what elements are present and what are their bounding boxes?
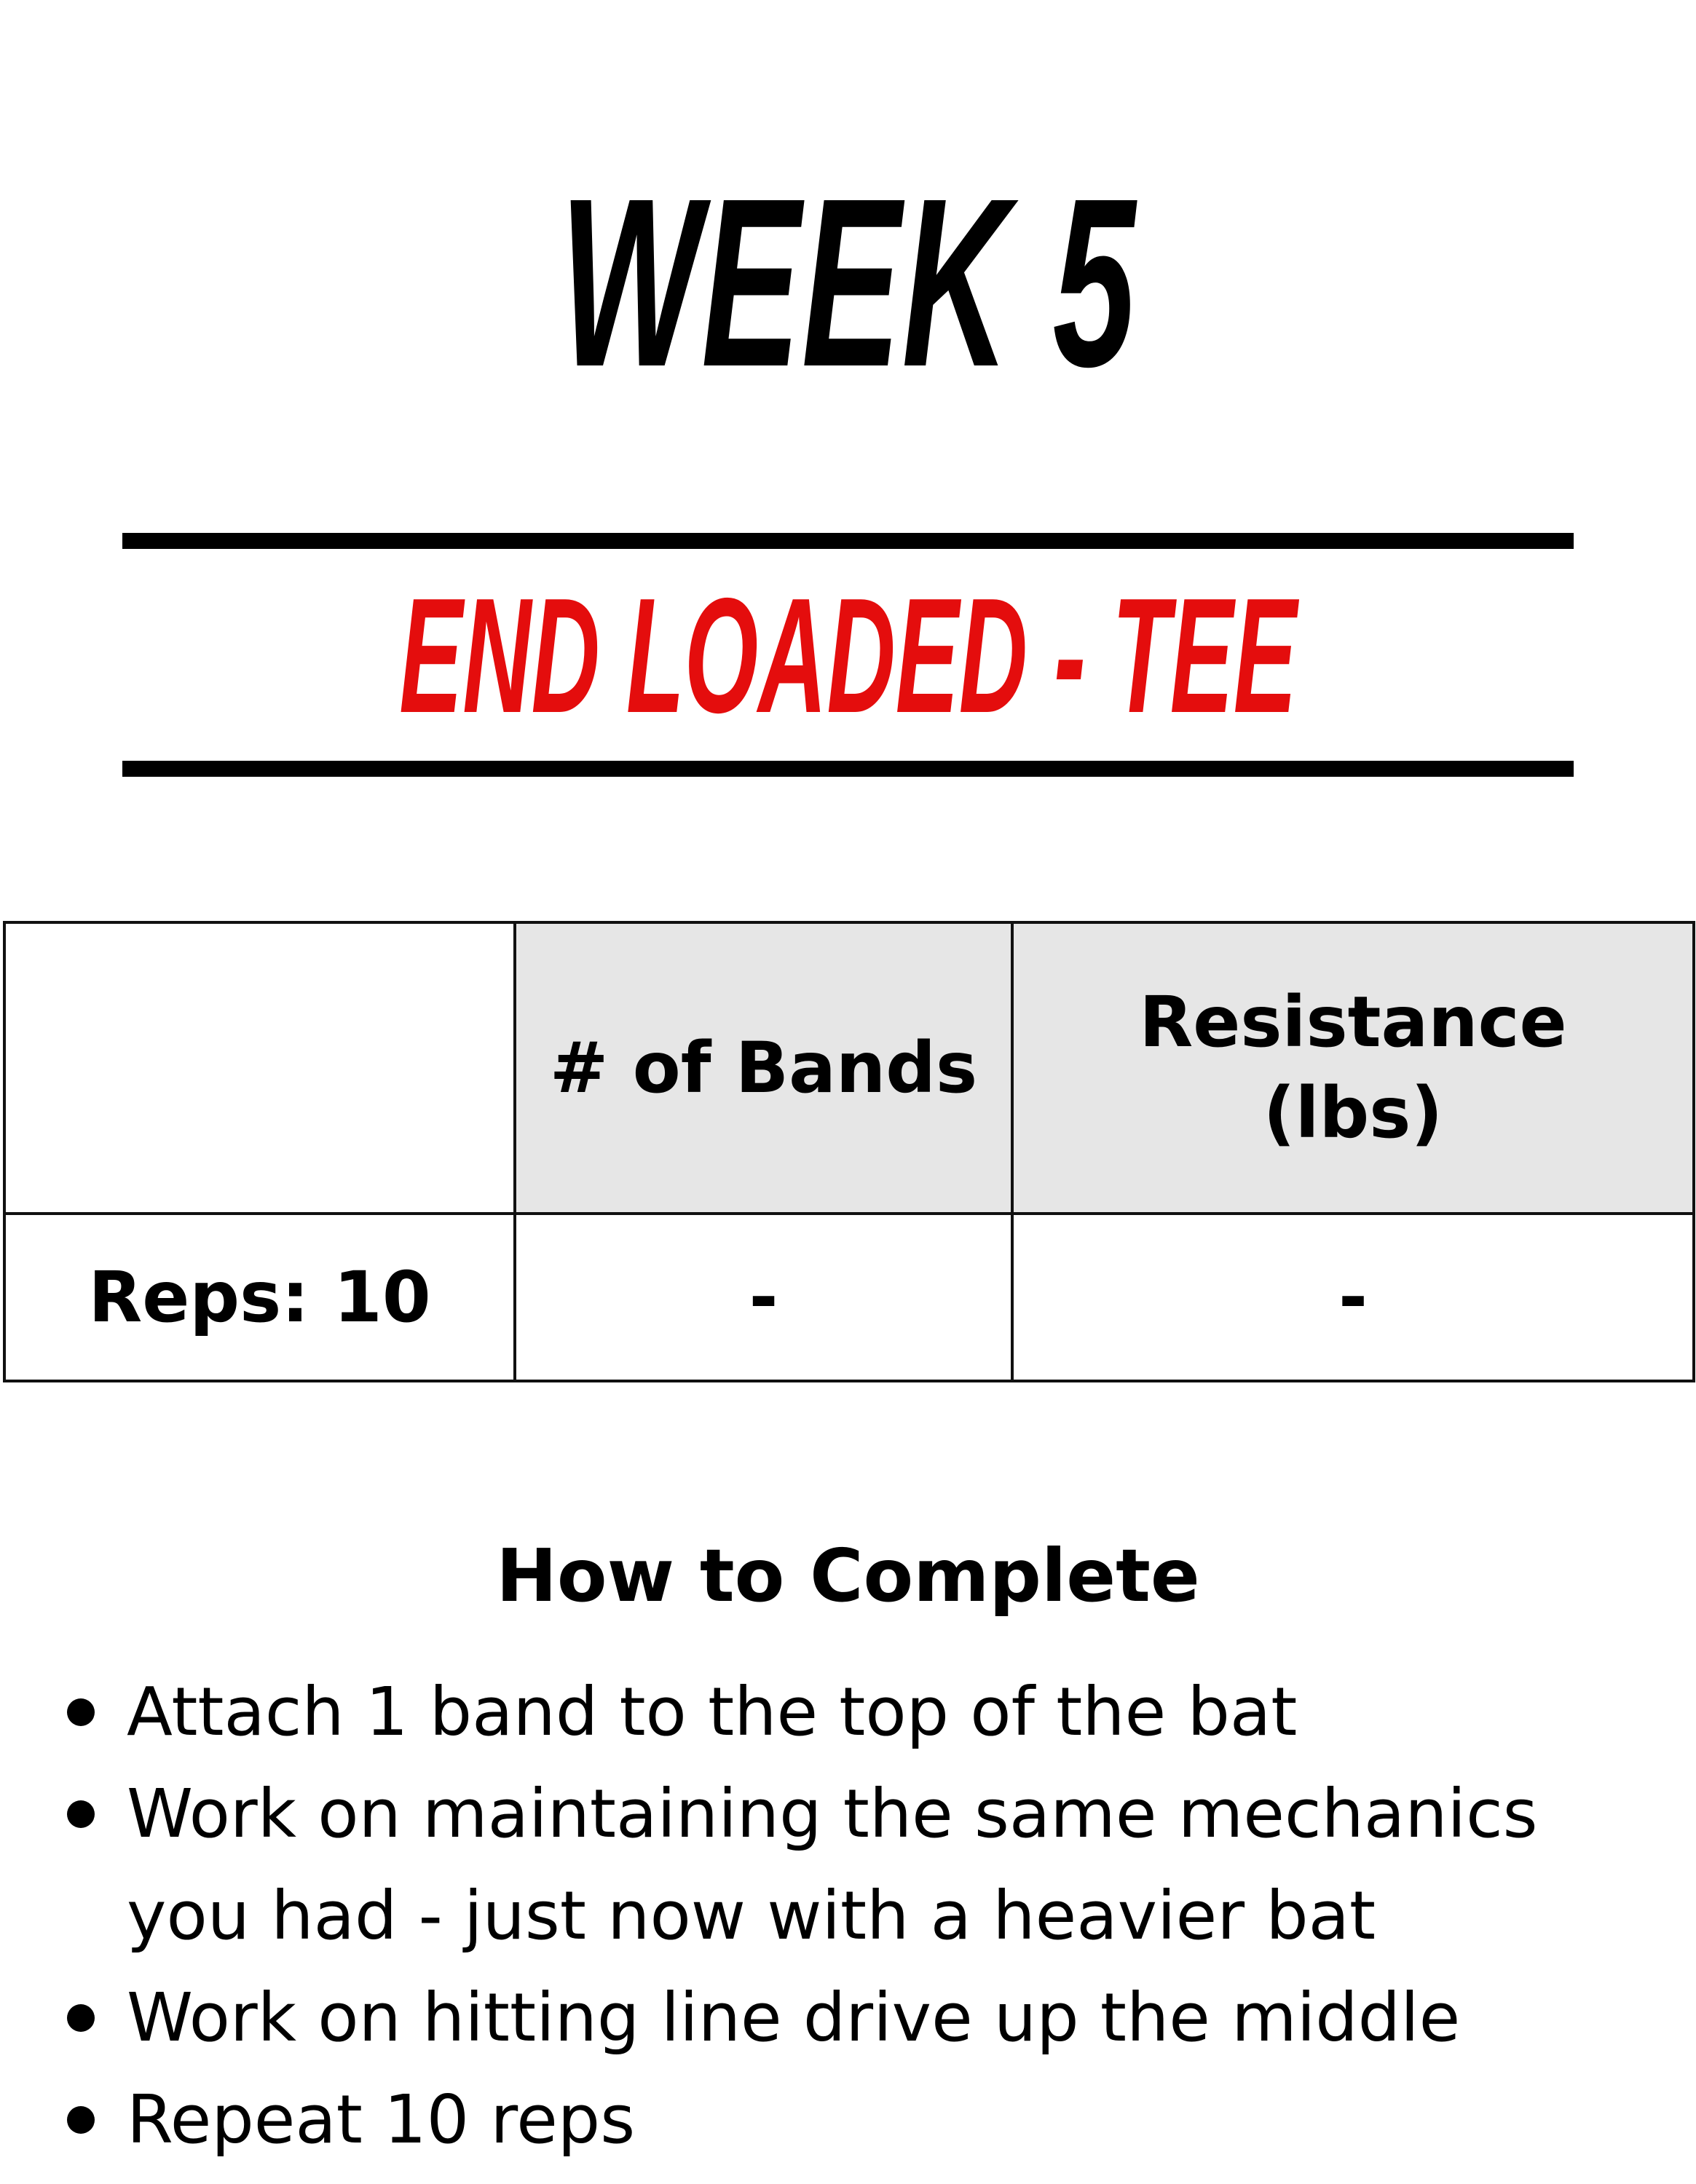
- instructions-heading: How to Complete: [496, 1533, 1200, 1618]
- resistance-value-cell: -: [1012, 1214, 1694, 1381]
- step-text: Work on maintaining the same mechanics: [127, 1775, 1538, 1853]
- step-text: Repeat 10 reps: [127, 2081, 636, 2159]
- bands-table: [3, 921, 1695, 1382]
- header-cell-empty: [4, 922, 515, 1214]
- bands-value-cell: -: [515, 1214, 1012, 1381]
- week-title-text: WEEK 5: [559, 148, 1137, 416]
- bottom-divider: [122, 761, 1574, 777]
- list-item: [66, 2069, 1668, 2171]
- table-row: [4, 1214, 1694, 1381]
- bullet-icon: [67, 1800, 95, 1828]
- bullet-icon: [67, 2004, 95, 2032]
- step-text: you had - just now with a heavier bat: [127, 1877, 1376, 1955]
- resistance-header-label: Resistance (lbs): [1139, 981, 1567, 1154]
- drill-subtitle: [0, 563, 1696, 747]
- header-cell-resistance: [1012, 922, 1694, 1214]
- bullet-icon: [67, 2106, 95, 2134]
- reps-cell: Reps: 10: [4, 1214, 515, 1381]
- top-divider: [122, 533, 1574, 549]
- drill-subtitle-text: END LOADED - TEE: [399, 563, 1297, 747]
- step-text: Work on hitting line drive up the middle: [127, 1979, 1461, 2057]
- step-text: Attach 1 band to the top of the bat: [127, 1673, 1298, 1751]
- page-title: [0, 148, 1696, 416]
- header-cell-bands: # of Bands: [515, 922, 1012, 1214]
- instructions-list: [66, 1661, 1668, 2171]
- list-item-continuation: [66, 1865, 1668, 1967]
- list-item: [66, 1661, 1668, 1763]
- table-header-row: [4, 922, 1694, 1214]
- bullet-icon: [67, 1698, 95, 1726]
- list-item: [66, 1763, 1668, 1865]
- list-item: [66, 1967, 1668, 2069]
